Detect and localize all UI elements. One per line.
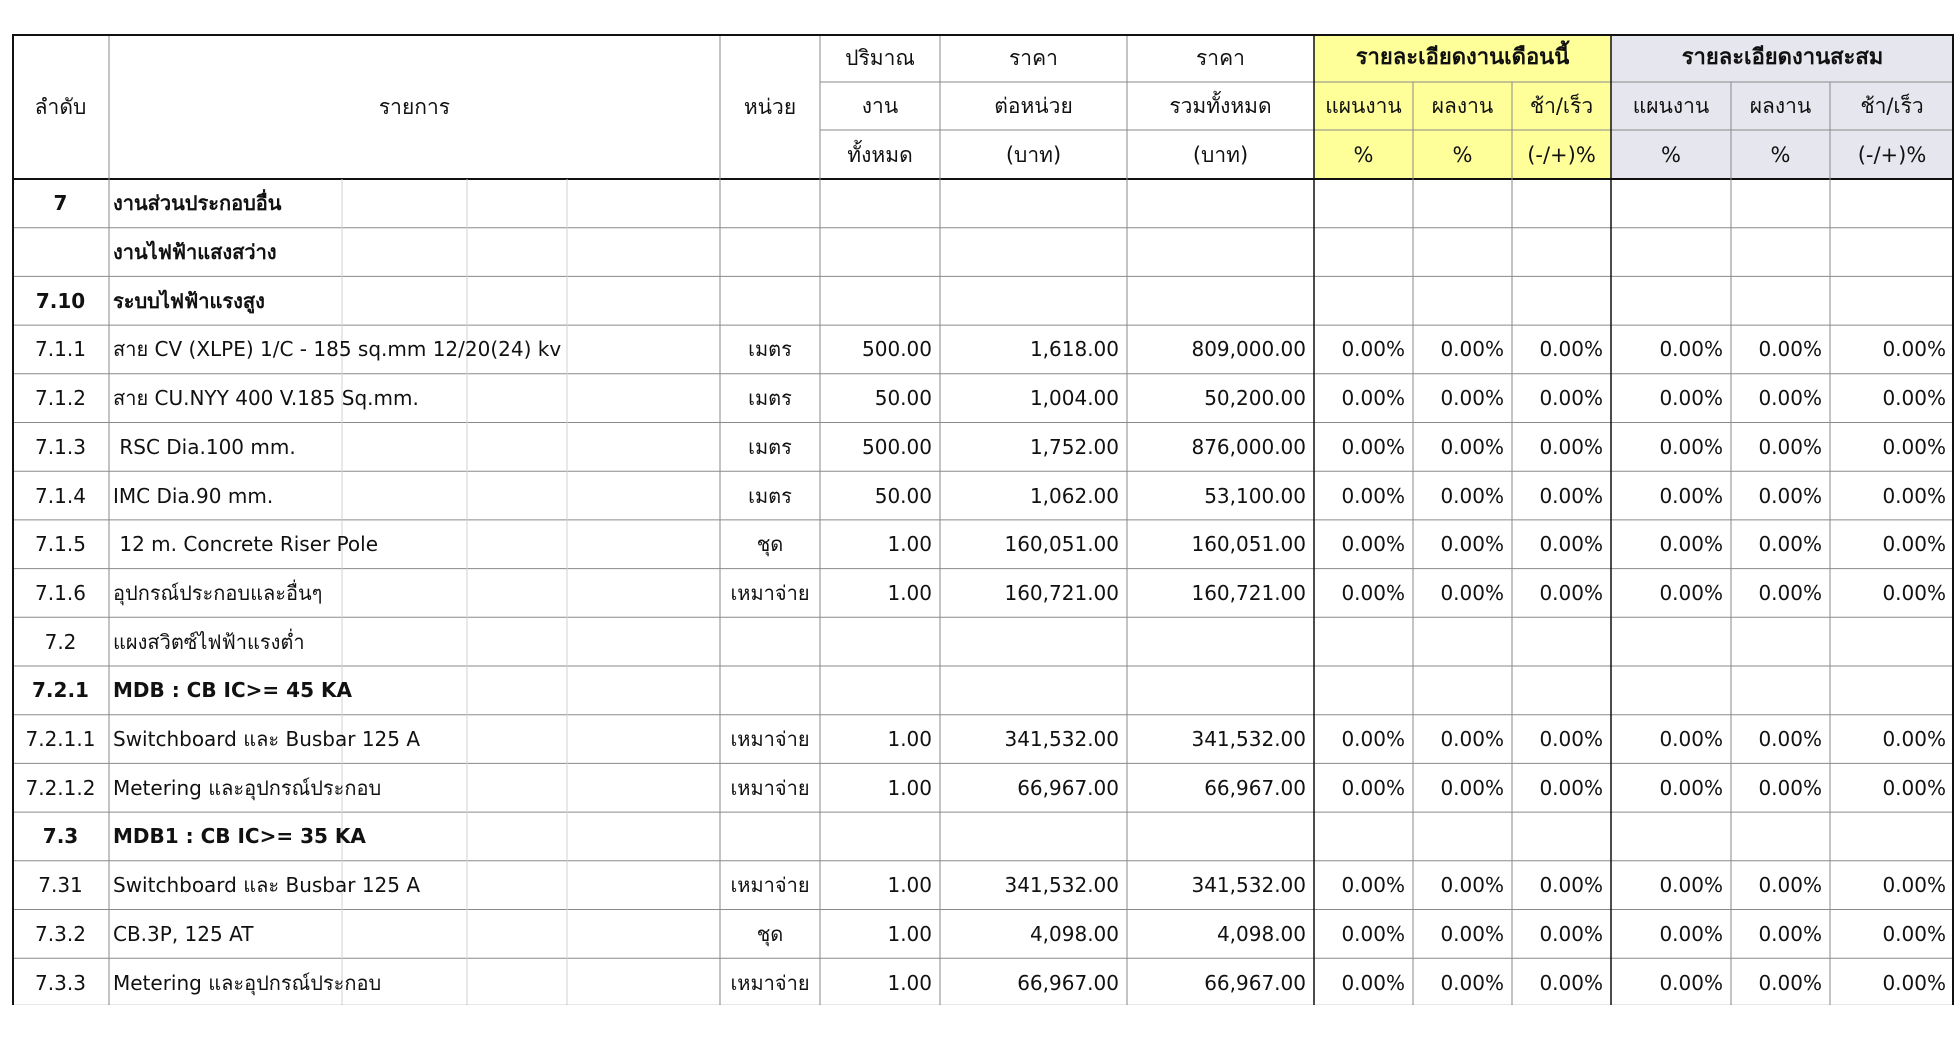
row-unit-price: 160,721.00 <box>1004 580 1119 605</box>
header-cumulative-diff: ช้า/เร็ว <box>1860 94 1924 118</box>
row-month-result: 0.00% <box>1440 775 1504 800</box>
header-month-plan-unit: % <box>1353 142 1374 167</box>
row-seq: 7.31 <box>38 873 83 898</box>
row-cumulative-result: 0.00% <box>1758 532 1822 557</box>
row-month-plan: 0.00% <box>1341 532 1405 557</box>
row-quantity: 500.00 <box>862 337 932 362</box>
header-cumulative-result: ผลงาน <box>1749 94 1812 118</box>
row-unit: เหมาจ่าย <box>730 775 810 800</box>
row-cumulative-result: 0.00% <box>1758 483 1822 508</box>
row-unit: เหมาจ่าย <box>730 727 810 752</box>
row-cumulative-result: 0.00% <box>1758 970 1822 995</box>
row-item: อุปกรณ์ประกอบและอื่นๆ <box>113 580 323 605</box>
row-month-diff: 0.00% <box>1539 337 1603 362</box>
header-unit-price-line-1: ราคา <box>1009 46 1058 70</box>
row-seq: 7.2.1.2 <box>25 775 96 800</box>
row-seq: 7.1.3 <box>35 434 86 459</box>
row-month-result: 0.00% <box>1440 921 1504 946</box>
row-unit: เมตร <box>748 337 792 362</box>
header-unit: หน่วย <box>743 94 797 119</box>
row-cumulative-plan: 0.00% <box>1659 434 1723 459</box>
row-month-plan: 0.00% <box>1341 434 1405 459</box>
row-unit: เหมาจ่าย <box>730 873 810 898</box>
header-cumulative-plan-unit: % <box>1661 142 1681 167</box>
header-total-price-line-2: รวมทั้งหมด <box>1169 94 1272 118</box>
row-unit-price: 341,532.00 <box>1004 727 1119 752</box>
row-item: IMC Dia.90 mm. <box>113 483 274 508</box>
row-cumulative-diff: 0.00% <box>1882 532 1946 557</box>
row-month-diff: 0.00% <box>1539 970 1603 995</box>
row-cumulative-diff: 0.00% <box>1882 727 1946 752</box>
row-month-plan: 0.00% <box>1341 337 1405 362</box>
row-unit-price: 341,532.00 <box>1004 873 1119 898</box>
row-unit: เหมาจ่าย <box>730 970 810 995</box>
row-cumulative-result: 0.00% <box>1758 921 1822 946</box>
row-unit: เมตร <box>748 483 792 508</box>
row-month-plan: 0.00% <box>1341 921 1405 946</box>
row-seq: 7.1.6 <box>35 580 86 605</box>
row-item: แผงสวิตซ์ไฟฟ้าแรงต่ำ <box>113 629 305 654</box>
row-quantity: 1.00 <box>887 532 932 557</box>
row-unit-price: 1,004.00 <box>1029 386 1119 411</box>
header-total-price-line-3: (บาท) <box>1192 142 1249 167</box>
row-cumulative-diff: 0.00% <box>1882 386 1946 411</box>
row-month-plan: 0.00% <box>1341 580 1405 605</box>
row-month-result: 0.00% <box>1440 483 1504 508</box>
row-cumulative-result: 0.00% <box>1758 873 1822 898</box>
row-total-price: 160,051.00 <box>1191 532 1306 557</box>
row-total-price: 66,967.00 <box>1204 970 1306 995</box>
row-quantity: 1.00 <box>887 873 932 898</box>
row-cumulative-result: 0.00% <box>1758 775 1822 800</box>
header-month-diff-unit: (-/+)% <box>1527 142 1596 167</box>
row-total-price: 876,000.00 <box>1191 434 1306 459</box>
row-month-plan: 0.00% <box>1341 386 1405 411</box>
row-unit: เมตร <box>748 386 792 411</box>
row-cumulative-result: 0.00% <box>1758 580 1822 605</box>
row-quantity: 50.00 <box>874 483 932 508</box>
header-seq: ลำดับ <box>34 94 87 119</box>
row-month-plan: 0.00% <box>1341 873 1405 898</box>
row-cumulative-diff: 0.00% <box>1882 970 1946 995</box>
row-quantity: 1.00 <box>887 775 932 800</box>
row-unit: ชุด <box>756 921 784 946</box>
row-cumulative-diff: 0.00% <box>1882 483 1946 508</box>
row-month-result: 0.00% <box>1440 337 1504 362</box>
row-unit-price: 160,051.00 <box>1004 532 1119 557</box>
row-cumulative-diff: 0.00% <box>1882 580 1946 605</box>
header-total-price-line-1: ราคา <box>1196 46 1245 70</box>
row-cumulative-plan: 0.00% <box>1659 727 1723 752</box>
progress-report-sheet <box>12 34 1954 1005</box>
row-item: Switchboard และ Busbar 125 A <box>113 727 421 752</box>
row-month-result: 0.00% <box>1440 434 1504 459</box>
row-seq: 7.10 <box>35 288 86 313</box>
row-cumulative-plan: 0.00% <box>1659 532 1723 557</box>
row-seq <box>12 228 109 277</box>
row-cumulative-diff: 0.00% <box>1882 873 1946 898</box>
row-seq: 7.2 <box>44 629 77 654</box>
row-unit-price: 1,062.00 <box>1029 483 1119 508</box>
row-seq: 7.3.2 <box>35 921 86 946</box>
row-month-result: 0.00% <box>1440 873 1504 898</box>
row-cumulative-result: 0.00% <box>1758 727 1822 752</box>
row-seq: 7.2.1 <box>32 678 89 703</box>
row-seq: 7 <box>53 191 68 216</box>
header-month-result: ผลงาน <box>1431 94 1494 118</box>
row-unit: เหมาจ่าย <box>730 580 810 605</box>
row-seq: 7.1.5 <box>35 532 86 557</box>
row-month-result: 0.00% <box>1440 970 1504 995</box>
row-item: 12 m. Concrete Riser Pole <box>113 532 379 557</box>
row-cumulative-diff: 0.00% <box>1882 434 1946 459</box>
row-item: Metering และอุปกรณ์ประกอบ <box>113 775 382 800</box>
row-month-diff: 0.00% <box>1539 921 1603 946</box>
row-unit-price: 4,098.00 <box>1029 921 1119 946</box>
row-cumulative-plan: 0.00% <box>1659 580 1723 605</box>
row-month-diff: 0.00% <box>1539 727 1603 752</box>
row-seq: 7.2.1.1 <box>25 727 96 752</box>
row-unit-price: 1,752.00 <box>1029 434 1119 459</box>
row-cumulative-plan: 0.00% <box>1659 337 1723 362</box>
row-item: RSC Dia.100 mm. <box>113 434 296 459</box>
row-seq: 7.3.3 <box>35 970 86 995</box>
header-quantity-line-1: ปริมาณ <box>845 46 915 70</box>
row-cumulative-plan: 0.00% <box>1659 921 1723 946</box>
header-unit-price-line-2: ต่อหน่วย <box>994 94 1073 118</box>
header-month-result-unit: % <box>1452 142 1473 167</box>
row-month-diff: 0.00% <box>1539 580 1603 605</box>
row-quantity: 1.00 <box>887 727 932 752</box>
row-month-result: 0.00% <box>1440 580 1504 605</box>
header-cumulative-diff-unit: (-/+)% <box>1857 142 1927 167</box>
row-item: Switchboard และ Busbar 125 A <box>113 873 421 898</box>
row-cumulative-result: 0.00% <box>1758 337 1822 362</box>
row-month-plan: 0.00% <box>1341 775 1405 800</box>
header-month-group: รายละเอียดงานเดือนนี้ <box>1355 45 1570 70</box>
row-item: MDB : CB IC>= 45 KA <box>113 678 352 703</box>
row-cumulative-diff: 0.00% <box>1882 775 1946 800</box>
row-total-price: 66,967.00 <box>1204 775 1306 800</box>
row-seq: 7.1.1 <box>35 337 86 362</box>
header-month-plan: แผนงาน <box>1325 94 1402 118</box>
row-item: CB.3P, 125 AT <box>113 921 254 946</box>
row-quantity: 50.00 <box>874 386 932 411</box>
header-item: รายการ <box>378 94 451 119</box>
header-cumulative-result-unit: % <box>1770 142 1791 167</box>
row-item: งานส่วนประกอบอื่น <box>113 191 282 216</box>
row-total-price: 160,721.00 <box>1191 580 1306 605</box>
row-month-plan: 0.00% <box>1341 727 1405 752</box>
row-quantity: 1.00 <box>887 921 932 946</box>
row-total-price: 4,098.00 <box>1216 921 1306 946</box>
row-cumulative-diff: 0.00% <box>1882 337 1946 362</box>
row-month-result: 0.00% <box>1440 727 1504 752</box>
row-item: ระบบไฟฟ้าแรงสูง <box>113 288 265 313</box>
row-month-diff: 0.00% <box>1539 483 1603 508</box>
row-total-price: 341,532.00 <box>1191 727 1306 752</box>
row-total-price: 53,100.00 <box>1204 483 1306 508</box>
row-seq: 7.1.2 <box>35 386 86 411</box>
row-item: MDB1 : CB IC>= 35 KA <box>113 824 366 849</box>
row-item: สาย CV (XLPE) 1/C - 185 sq.mm 12/20(24) kv <box>113 337 562 362</box>
header-cumulative-plan: แผนงาน <box>1632 94 1710 118</box>
row-month-diff: 0.00% <box>1539 434 1603 459</box>
row-cumulative-plan: 0.00% <box>1659 775 1723 800</box>
row-quantity: 1.00 <box>887 970 932 995</box>
row-quantity: 1.00 <box>887 580 932 605</box>
row-month-result: 0.00% <box>1440 386 1504 411</box>
row-cumulative-plan: 0.00% <box>1659 873 1723 898</box>
row-cumulative-plan: 0.00% <box>1659 483 1723 508</box>
row-unit-price: 66,967.00 <box>1017 970 1119 995</box>
row-unit: ชุด <box>756 532 784 557</box>
row-item: Metering และอุปกรณ์ประกอบ <box>113 970 382 995</box>
header-quantity-line-3: ทั้งหมด <box>847 142 913 167</box>
row-cumulative-plan: 0.00% <box>1659 970 1723 995</box>
row-cumulative-diff: 0.00% <box>1882 921 1946 946</box>
row-unit-price: 66,967.00 <box>1017 775 1119 800</box>
row-total-price: 809,000.00 <box>1191 337 1306 362</box>
row-item: สาย CU.NYY 400 V.185 Sq.mm. <box>113 386 419 411</box>
header-unit-price-line-3: (บาท) <box>1005 142 1062 167</box>
row-month-diff: 0.00% <box>1539 386 1603 411</box>
row-total-price: 50,200.00 <box>1204 386 1306 411</box>
row-month-diff: 0.00% <box>1539 775 1603 800</box>
row-item: งานไฟฟ้าแสงสว่าง <box>113 240 277 265</box>
row-total-price: 341,532.00 <box>1191 873 1306 898</box>
row-month-diff: 0.00% <box>1539 532 1603 557</box>
row-seq: 7.3 <box>42 824 79 849</box>
row-unit-price: 1,618.00 <box>1029 337 1119 362</box>
header-quantity-line-2: งาน <box>861 94 899 118</box>
row-month-result: 0.00% <box>1440 532 1504 557</box>
row-month-plan: 0.00% <box>1341 970 1405 995</box>
row-month-diff: 0.00% <box>1539 873 1603 898</box>
row-seq: 7.1.4 <box>35 483 86 508</box>
row-month-plan: 0.00% <box>1341 483 1405 508</box>
row-unit: เมตร <box>748 434 792 459</box>
header-cumulative-group: รายละเอียดงานสะสม <box>1681 45 1884 70</box>
row-quantity: 500.00 <box>862 434 932 459</box>
header-month-diff: ช้า/เร็ว <box>1529 94 1594 118</box>
row-cumulative-result: 0.00% <box>1758 386 1822 411</box>
row-cumulative-result: 0.00% <box>1758 434 1822 459</box>
row-cumulative-plan: 0.00% <box>1659 386 1723 411</box>
